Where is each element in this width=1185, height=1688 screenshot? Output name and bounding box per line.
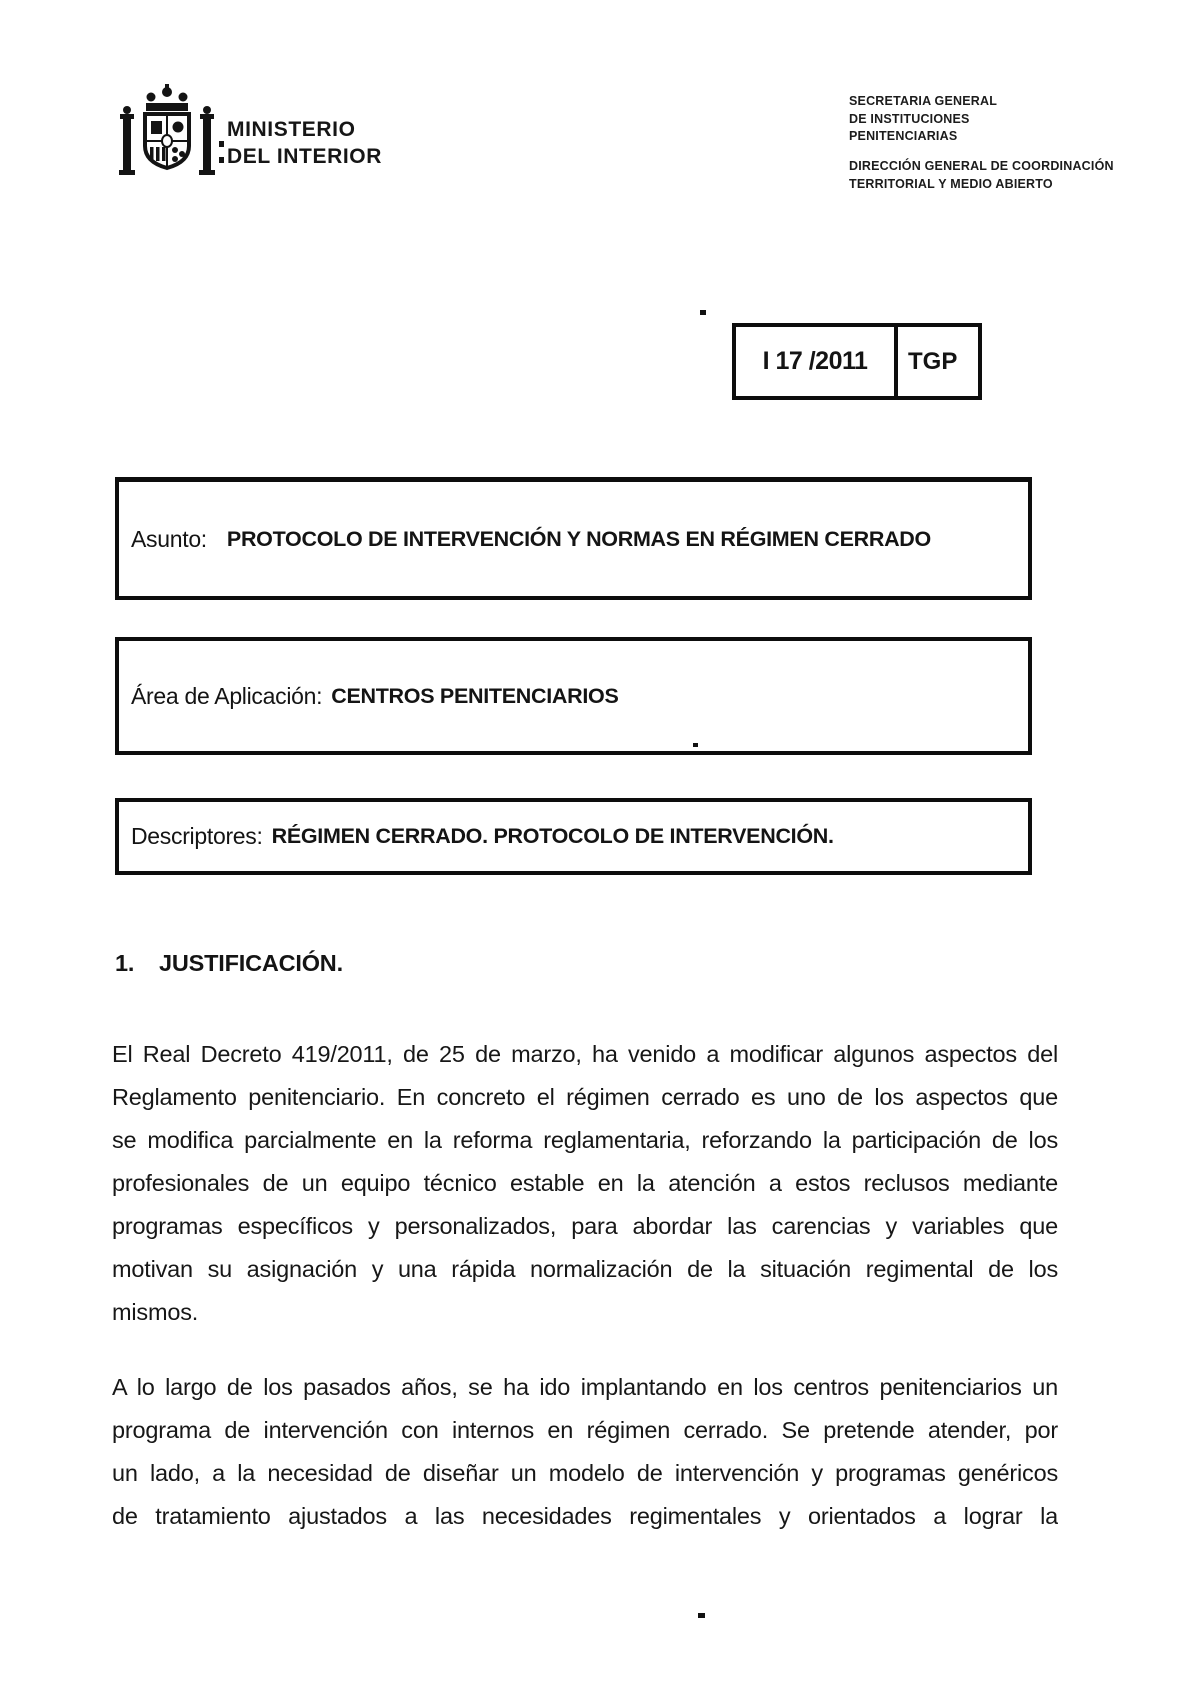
body-line: un lado, a la necesidad de diseñar un modelo de intervención y programas genéricos xyxy=(112,1460,1058,1486)
ministry-name-line2: DEL INTERIOR xyxy=(227,145,382,168)
body-line: programas específicos y personalizados, para abordar las carencias y variables que xyxy=(112,1213,1058,1239)
area-value: CENTROS PENITENCIARIOS xyxy=(331,683,619,708)
reference-code: TGP xyxy=(908,347,958,375)
org-line: SECRETARIA GENERAL xyxy=(849,94,998,108)
body-line: mismos. xyxy=(112,1299,199,1325)
section-number: 1. xyxy=(115,950,135,976)
asunto-label: Asunto: xyxy=(131,525,207,552)
spain-coat-of-arms-icon xyxy=(113,84,225,184)
paragraph-1 xyxy=(112,1033,1058,1334)
body-line: de tratamiento ajustados a las necesidades regimentales y orientados a lograr la xyxy=(112,1503,1058,1529)
org-line: DE INSTITUCIONES xyxy=(849,111,970,126)
scan-dot xyxy=(693,743,698,747)
body-line: se modifica parcialmente en la reforma reglamentaria, reforzando la participación de los xyxy=(112,1127,1058,1153)
org-line: PENITENCIARIAS xyxy=(849,129,958,143)
org-line: DIRECCIÓN GENERAL DE COORDINACIÓN xyxy=(849,159,1114,173)
section-title: JUSTIFICACIÓN. xyxy=(159,950,343,976)
asunto-value: PROTOCOLO DE INTERVENCIÓN Y NORMAS EN RÉGIMEN CERRADO xyxy=(226,526,931,551)
body-line: El Real Decreto 419/2011, de 25 de marzo, ha venido a modificar algunos aspectos del xyxy=(112,1041,1058,1067)
descriptores-label: Descriptores: xyxy=(131,823,263,849)
body-line: motivan su asignación y una rápida normalización de la situación regimental de los xyxy=(112,1256,1058,1282)
asunto-box xyxy=(115,477,1032,600)
org-direccion-block xyxy=(849,158,1114,193)
reference-box xyxy=(732,323,982,400)
area-label: Área de Aplicación: xyxy=(131,682,323,709)
org-secretaria-block xyxy=(849,93,997,146)
body-line: Reglamento penitenciario. En concreto el régimen cerrado es uno de los aspectos que xyxy=(112,1084,1058,1110)
paragraph-2 xyxy=(112,1366,1058,1538)
body-line: profesionales de un equipo técnico estable en la atención a estos reclusos mediante xyxy=(112,1170,1058,1196)
section-heading xyxy=(115,950,343,977)
ministry-name-line1: MINISTERIO xyxy=(227,118,356,141)
ministry-name xyxy=(227,116,382,170)
body-line: A lo largo de los pasados años, se ha ido implantando en los centros penitenciarios un xyxy=(112,1374,1058,1400)
scan-dot xyxy=(700,310,706,315)
descriptores-value: RÉGIMEN CERRADO. PROTOCOLO DE INTERVENCIÓN. xyxy=(271,824,834,848)
reference-number: I 17 /2011 xyxy=(736,327,898,396)
area-aplicacion-box xyxy=(115,637,1032,755)
descriptores-box xyxy=(115,798,1032,875)
body-line: programa de intervención con internos en régimen cerrado. Se pretende atender, por xyxy=(112,1417,1058,1443)
org-line: TERRITORIAL Y MEDIO ABIERTO xyxy=(849,176,1053,191)
scan-dot xyxy=(698,1613,705,1618)
